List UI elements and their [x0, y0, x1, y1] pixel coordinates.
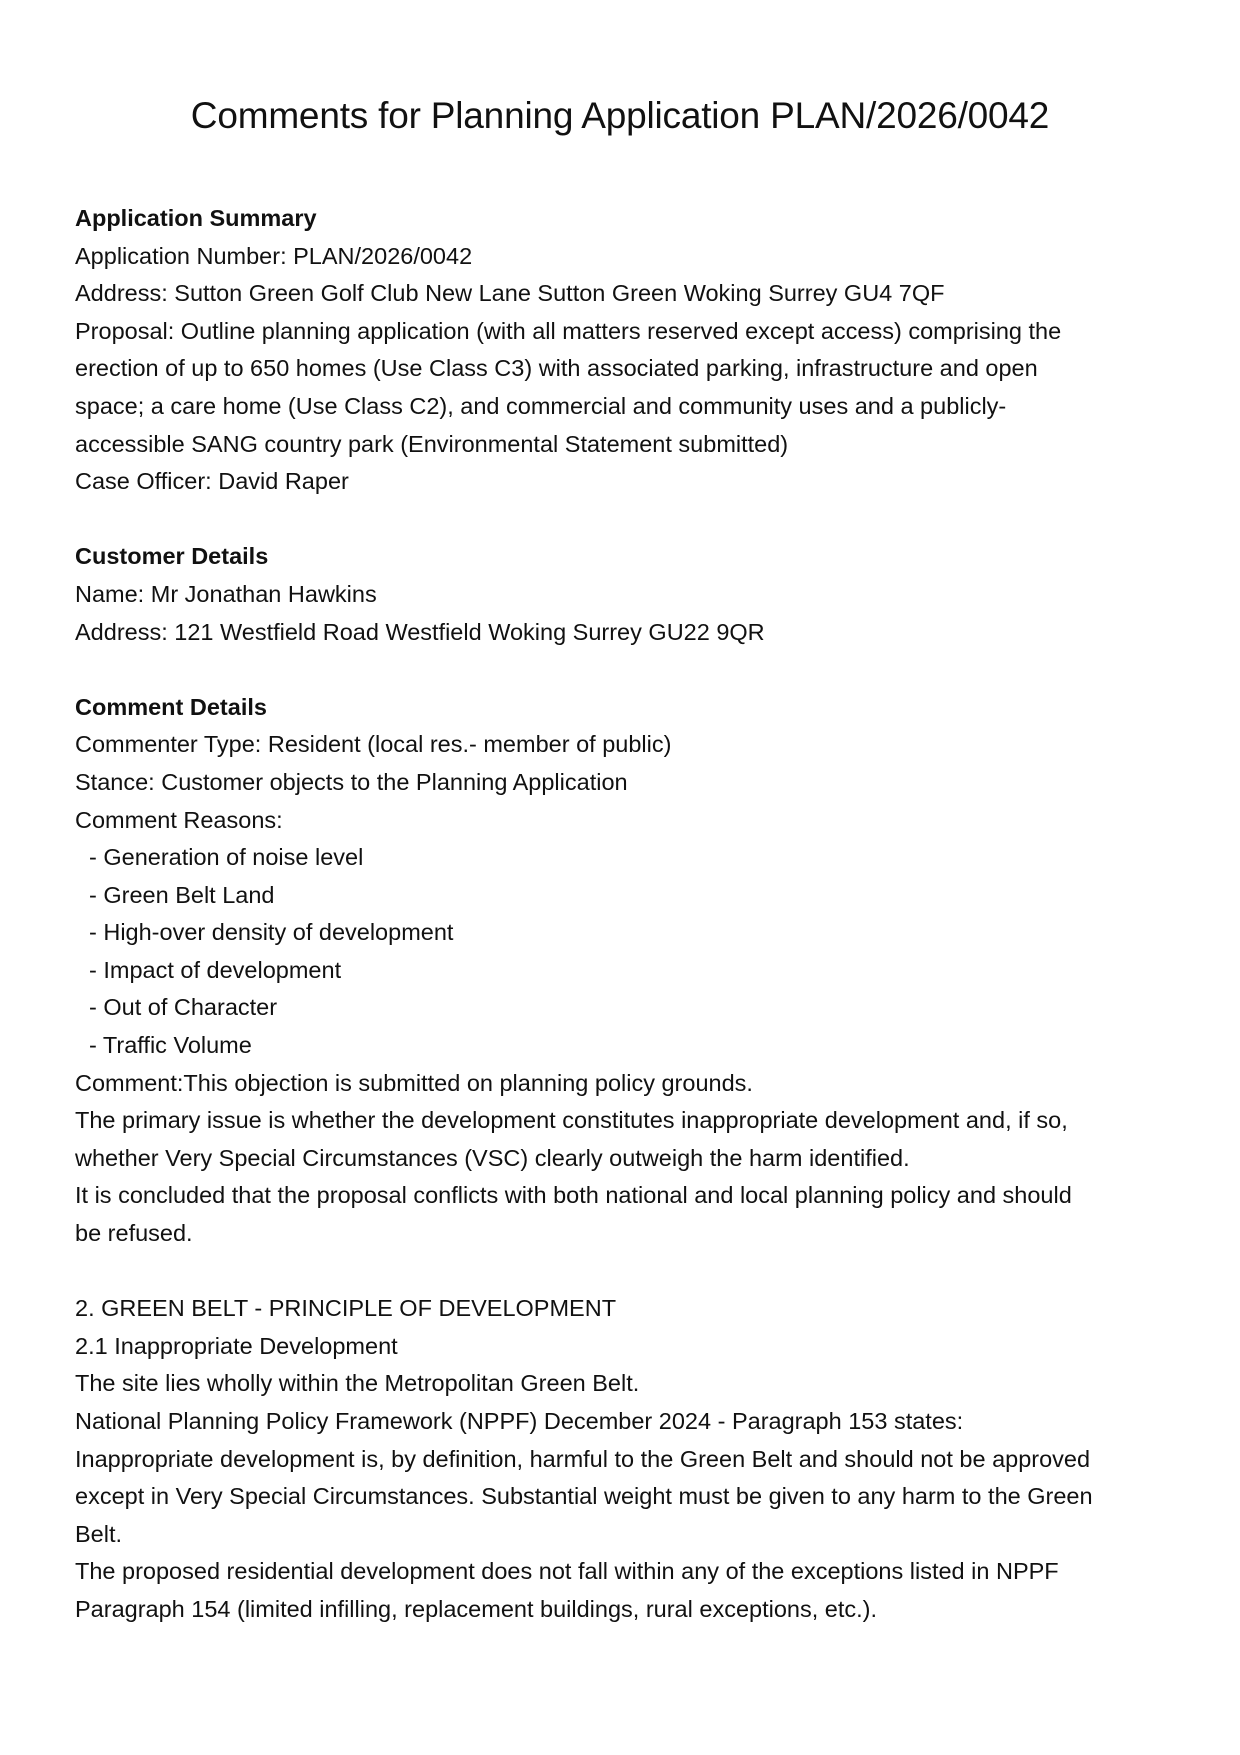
comment-reasons-label: Comment Reasons: — [75, 806, 283, 833]
comment-reason-item: - Generation of noise level — [89, 844, 364, 871]
green-belt-text-line: Paragraph 154 (limited infilling, replacement buildings, rural exceptions, etc.). — [75, 1595, 878, 1622]
comment-text-line: It is concluded that the proposal conflicts with both national and local planning policy and should — [75, 1182, 1072, 1209]
comment-text-line: Comment:This objection is submitted on planning policy grounds. — [75, 1069, 753, 1096]
application-address: Address: Sutton Green Golf Club New Lane Sutton Green Woking Surrey GU4 7QF — [75, 280, 945, 307]
comment-details-heading: Comment Details — [75, 693, 267, 720]
customer-address: Address: 121 Westfield Road Westfield Woking Surrey GU22 9QR — [75, 618, 765, 645]
comment-reason-item: - High-over density of development — [89, 919, 454, 946]
application-summary-heading: Application Summary — [75, 205, 317, 231]
comment-text-line: The primary issue is whether the development constitutes inappropriate development and, if so, — [75, 1107, 1068, 1134]
green-belt-heading: 2. GREEN BELT - PRINCIPLE OF DEVELOPMENT — [75, 1295, 617, 1322]
stance: Stance: Customer objects to the Planning Application — [75, 768, 628, 795]
application-summary-section — [75, 200, 1175, 501]
comment-reason-item: - Traffic Volume — [89, 1032, 252, 1059]
page-title: Comments for Planning Application PLAN/2026/0042 — [190, 95, 1050, 136]
comment-reason-item: - Green Belt Land — [89, 881, 275, 908]
comment-reason-item: - Impact of development — [89, 956, 342, 983]
green-belt-text-line: The proposed residential development does not fall within any of the exceptions listed in NPPF — [75, 1558, 1059, 1585]
document-page — [75, 0, 1175, 1629]
comment-details-section — [75, 689, 1175, 1253]
comment-text-line: whether Very Special Circumstances (VSC) clearly outweigh the harm identified. — [75, 1144, 910, 1171]
proposal-line: Proposal: Outline planning application (with all matters reserved except access) comprising the — [75, 317, 1062, 344]
proposal-line: accessible SANG country park (Environmental Statement submitted) — [75, 430, 789, 457]
green-belt-subheading: 2.1 Inappropriate Development — [75, 1332, 398, 1359]
comment-text-line: be refused. — [75, 1220, 193, 1247]
case-officer: Case Officer: David Raper — [75, 468, 349, 495]
proposal-line: space; a care home (Use Class C2), and commercial and community uses and a publicly- — [75, 392, 1007, 419]
green-belt-text-line: National Planning Policy Framework (NPPF) December 2024 - Paragraph 153 states: — [75, 1408, 964, 1434]
green-belt-text-line: except in Very Special Circumstances. Substantial weight must be given to any harm to the Green — [75, 1483, 1093, 1510]
green-belt-text-line: Inappropriate development is, by definition, harmful to the Green Belt and should not be approved — [75, 1445, 1091, 1472]
green-belt-text-line: Belt. — [75, 1520, 123, 1547]
commenter-type: Commenter Type: Resident (local res.- member of public) — [75, 731, 672, 758]
customer-name: Name: Mr Jonathan Hawkins — [75, 580, 377, 607]
green-belt-section — [75, 1290, 1175, 1628]
customer-details-section — [75, 538, 1175, 651]
comment-reason-item: - Out of Character — [89, 994, 278, 1021]
green-belt-text-line: The site lies wholly within the Metropolitan Green Belt. — [75, 1370, 640, 1397]
proposal-line: erection of up to 650 homes (Use Class C3) with associated parking, infrastructure and open — [75, 355, 1038, 382]
application-number: Application Number: PLAN/2026/0042 — [75, 242, 473, 269]
customer-details-heading: Customer Details — [75, 543, 269, 570]
